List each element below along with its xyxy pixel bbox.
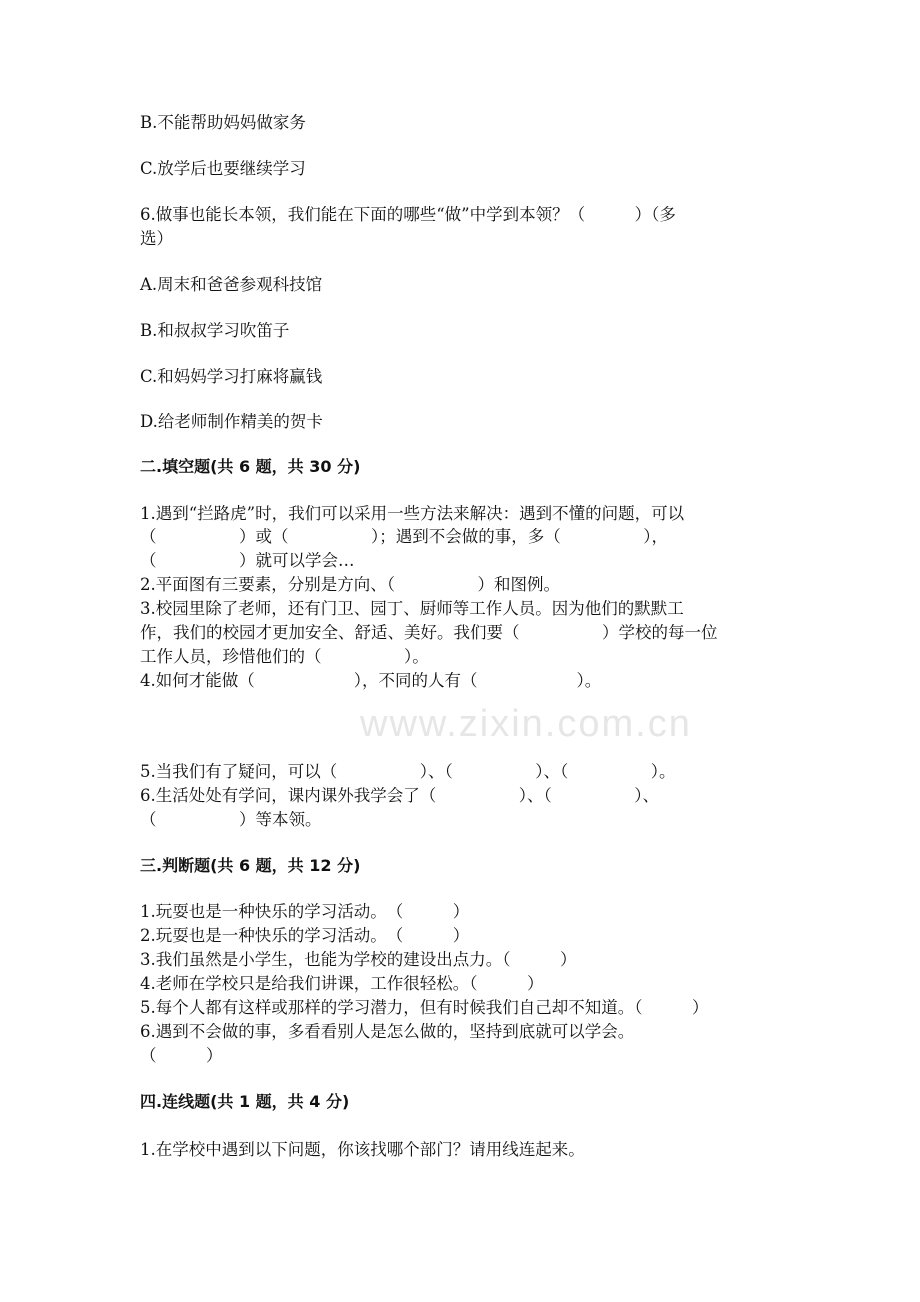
judge-line: 5.每个人都有这样或那样的学习潜力，但有时候我们自己却不知道。（ ）: [140, 998, 709, 1017]
fill-line: 作，我们的校园才更加安全、舒适、美好。我们要（ ）学校的每一位: [140, 623, 718, 642]
fill-line: （ ）就可以学会…: [140, 551, 355, 570]
fill-line: 5.当我们有了疑问，可以（ ）、（ ）、（ ）。: [140, 762, 676, 781]
judge-line: 2.玩耍也是一种快乐的学习活动。 （ ）: [140, 926, 470, 945]
fill-line: 4.如何才能做（ ），不同的人有（ ）。: [140, 671, 602, 690]
section-heading: 三.判断题(共 6 题，共 12 分): [140, 856, 361, 875]
fill-line: 2.平面图有三要素，分别是方向、（ ）和图例。: [140, 575, 560, 594]
question-6-cont: 选）: [140, 229, 173, 248]
judge-line: （ ）: [140, 1046, 223, 1065]
match-line: 1.在学校中遇到以下问题，你该找哪个部门？请用线连起来。: [140, 1140, 585, 1159]
judge-line: 4.老师在学校只是给我们讲课，工作很轻松。（ ）: [140, 974, 544, 993]
judge-line: 6.遇到不会做的事，多看看别人是怎么做的，坚持到底就可以学会。: [140, 1022, 635, 1041]
question-6: 6.做事也能长本领，我们能在下面的哪些“做”中学到本领？（ ）（多: [140, 205, 676, 224]
fill-line: 6.生活处处有学问，课内课外我学会了（ ）、（ ）、: [140, 786, 659, 805]
judge-line: 3.我们虽然是小学生，也能为学校的建设出点力。（ ）: [140, 950, 577, 969]
option-c: C.和妈妈学习打麻将赢钱: [140, 367, 323, 386]
option-c: C.放学后也要继续学习: [140, 159, 306, 178]
watermark: www.zixin.com.cn: [360, 703, 692, 745]
option-d: D.给老师制作精美的贺卡: [140, 412, 323, 431]
option-a: A.周末和爸爸参观科技馆: [140, 275, 323, 294]
judge-line: 1.玩耍也是一种快乐的学习活动。 （ ）: [140, 902, 470, 921]
fill-line: （ ）等本领。: [140, 810, 322, 829]
option-b: B.不能帮助妈妈做家务: [140, 113, 306, 132]
section-heading: 二.填空题(共 6 题，共 30 分): [140, 457, 361, 476]
fill-line: 1.遇到“拦路虎”时，我们可以采用一些方法来解决：遇到不懂的问题，可以: [140, 504, 685, 523]
section-heading: 四.连线题(共 1 题，共 4 分): [140, 1092, 350, 1111]
fill-line: 3.校园里除了老师，还有门卫、园丁、厨师等工作人员。因为他们的默默工: [140, 599, 684, 618]
option-b: B.和叔叔学习吹笛子: [140, 321, 290, 340]
fill-line: 工作人员，珍惜他们的（ ）。: [140, 647, 429, 666]
fill-line: （ ）或（ ）；遇到不会做的事，多（ ），: [140, 527, 668, 546]
